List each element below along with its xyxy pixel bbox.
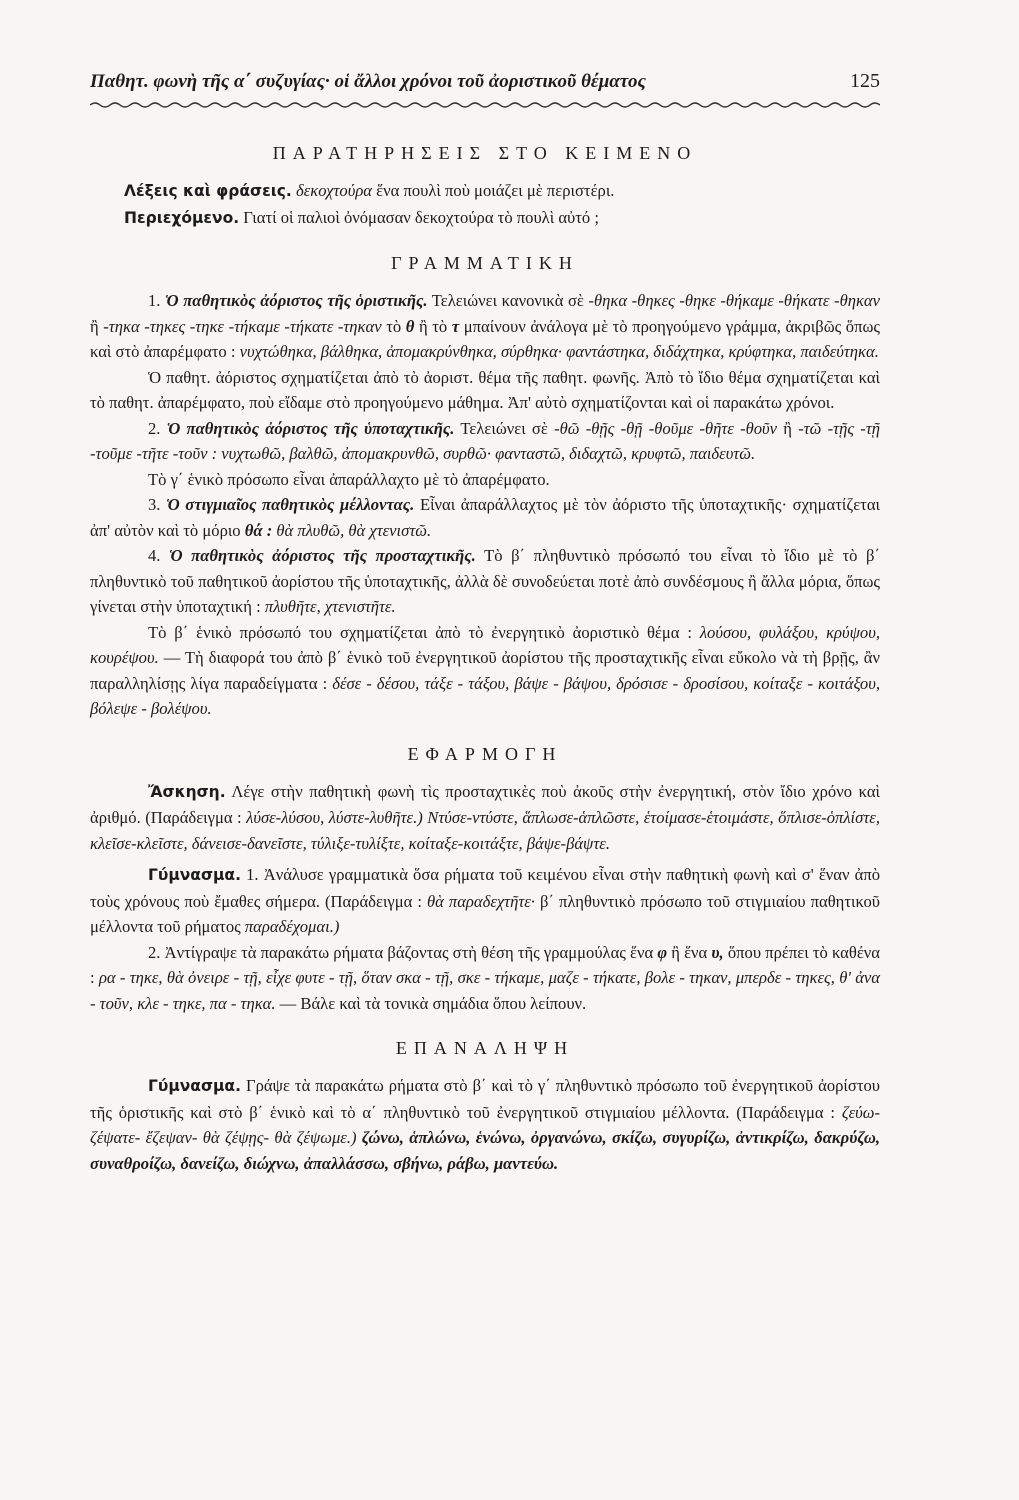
grammar-1-text-2: τὸ [386, 316, 402, 336]
grammar-2-title: Ὁ παθητικὸς ἀόριστος τῆς ὑποταχτικῆς. [166, 418, 455, 438]
grammar-1-examples: νυχτώθηκα, βάλθηκα, ἀπομακρύνθηκα, σύρθηκα· φαντάστηκα, διδάχτηκα, κρύφτηκα, παιδεύτηκα. [239, 342, 879, 361]
epanalipsi-example: ζεύω- ζέψατε- ἔζεψαν- θὰ ζέψῃς- θὰ ζέψωμε.) [90, 1102, 880, 1147]
grammar-4b-text-2: — Τὴ διαφορά του ἀπὸ β΄ ἑνικὸ τοῦ ἐνεργητικοῦ ἀορίστου τῆς προσταχτικῆς εἶναι εὔκολο νὰ τὴ βρῇς, ἂν παραλληλίσῃς λίγα παραδείγματα : [90, 648, 881, 693]
grammar-1-theta: θ [405, 316, 415, 336]
periexomeno-label: Περιεχόμενο. [124, 208, 240, 227]
grammar-2-number: 2. [148, 418, 161, 438]
grammar-3-title: Ὁ στιγμιαῖος παθητικὸς μέλλοντας. [166, 495, 415, 514]
grammar-2-examples: νυχτωθῶ, βαλθῶ, ἀπομακρυνθῶ, συρθῶ· φανταστῶ, διδαχτῶ, κρυφτῶ, παιδευτῶ. [221, 444, 756, 463]
gymnasma-1-example: θὰ παραδεχτῆτε· [427, 891, 535, 911]
grammar-4-text: Τὸ β΄ πληθυντικὸ πρόσωπό του εἶναι τὸ ἴδιο μὲ τὸ β΄ πληθυντικὸ τοῦ παθητικοῦ ἀορίστου τῆς ὑποταχτικῆς, ἀλλὰ δὲ συνοδεύεται ποτὲ ἀπὸ συνδέσμους ἢ ἄλλα μόρια, ὅπως γίνεται στὴν ὑποταχτική : [90, 546, 880, 616]
gymnasma-1-label: Γύμνασμα. [148, 866, 241, 884]
grammar-3-number: 3. [148, 495, 161, 514]
page-number: 125 [850, 70, 880, 92]
paragraph-grammar-2b: Τὸ γ΄ ἑνικὸ πρόσωπο εἶναι ἀπαράλλαχτο μὲ τὸ ἀπαρέμφατο. [148, 469, 550, 489]
epanalipsi-list: ζώνω, ἁπλώνω, ἑνώνω, ὀργανώνω, σκίζω, συγυρίζω, ἀντικρίζω, δακρύζω, συναθροίζω, δανείζω, διώχνω, ἀπαλλάσσω, σβήνω, ράβω, μαντεύω. [90, 1128, 880, 1173]
paragraph-gymnasma-2 [90, 940, 880, 1017]
grammar-4-title: Ὁ παθητικὸς ἀόριστος τῆς προσταχτικῆς. [169, 546, 476, 565]
paragraph-gymnasma-1 [90, 862, 880, 940]
gymnasma-2-text-2: ὅπου πρέπει τὸ καθένα : [90, 942, 880, 987]
paragraph-grammar-1b: Ὁ παθητ. ἀόριστος σχηματίζεται ἀπὸ τὸ ἀοριστ. θέμα τῆς παθητ. φωνῆς. Ἀπὸ τὸ ἴδιο θέμα σχηματίζεται καὶ τὸ παθητ. ἀπαρέμφατο, ποὺ εἴδαμε στὸ προηγούμενο μάθημα. Ἀπ' αὐτὸ σχηματίζονται καὶ οἱ παρακάτω χρόνοι. [90, 367, 880, 412]
paragraph-periexomeno [90, 205, 880, 232]
grammar-1-number: 1. [148, 291, 161, 310]
grammar-3-text: Εἶναι ἀπαράλλαχτος μὲ τὸν ἀόριστο τῆς ὑποταχτικῆς· σχηματίζεται ἀπ' αὐτὸν καὶ τὸ μόριο [90, 495, 880, 540]
grammar-1-or-2: ἢ τὸ [418, 316, 448, 336]
grammar-1-or: ἢ [90, 316, 99, 336]
askisi-example: λύσε-λύσου, λύστε-λυθῆτε.) [246, 808, 423, 827]
grammar-1-text-3: μπαίνουν ἀνάλογα μὲ τὸ προηγούμενο γράμμα, ἀκριβῶς ὅπως καὶ στὸ ἀπαρέμφατο : [90, 316, 880, 361]
wavy-rule [90, 101, 880, 109]
grammar-1-tau: τ [451, 316, 460, 336]
paragraph-grammar-3 [90, 492, 880, 543]
grammar-4b-text: Τὸ β΄ ἑνικὸ πρόσωπό του σχηματίζεται ἀπὸ τὸ ἐνεργητικὸ ἀοριστικὸ θέμα : [148, 622, 692, 642]
grammar-3-examples: θὰ πλυθῶ, θὰ χτενιστῶ. [276, 520, 432, 540]
lexeis-text: ἕνα πουλὶ ποὺ μοιάζει μὲ περιστέρι. [376, 181, 615, 200]
grammar-4-number: 4. [148, 546, 161, 565]
gymnasma-2-ups: υ, [711, 942, 724, 962]
epanalipsi-text: Γράψε τὰ παρακάτω ρήματα στὸ β΄ καὶ τὸ γ΄ πληθυντικὸ πρόσωπο τοῦ ἐνεργητικοῦ ἀορίστου τῆς ὁριστικῆς καὶ στὸ β΄ ἑνικὸ καὶ τὸ α΄ πληθυντικὸ τοῦ ἐνεργητικοῦ στιγμιαίου μέλλοντα. (Παράδειγμα : [90, 1076, 880, 1122]
gymnasma-1-text: Ἀνάλυσε γραμματικὰ ὅσα ρήματα τοῦ κειμένου εἶναι στὴν παθητικὴ φωνὴ καὶ σ' ἕναν ἀπὸ τοὺς χρόνους ποὺ ἔμαθες σήμερα. (Παράδειγμα : [90, 865, 880, 911]
gymnasma-2-number: 2. [148, 942, 161, 962]
grammar-4-examples: πλυθῆτε, χτενιστῆτε. [264, 597, 396, 616]
gymnasma-2-text-3: — Βάλε καὶ τὰ τονικὰ σημάδια ὅπου λείπουν. [279, 993, 587, 1013]
grammar-4b-examples: λούσου, φυλάξου, κρύψου, κουρέψου. [90, 622, 880, 667]
section-heading-epanalipsi: ΕΠΑΝΑΛΗΨΗ [395, 1038, 575, 1058]
grammar-2-endings: -θῶ -θῇς -θῇ -θοῦμε -θῆτε -θοῦν [554, 418, 778, 438]
grammar-4b-examples-2: δέσε - δέσου, τάξε - τάξου, βάψε - βάψου, δρόσισε - δροσίσου, κοίταξε - κοιτάξου, βόλεψε - βολέψου. [90, 673, 880, 718]
askisi-list: Ντύσε-ντύστε, ἅπλωσε-ἁπλῶστε, ἑτοίμασε-ἑτοιμάστε, ὅπλισε-ὁπλίστε, κλεῖσε-κλεῖστε, δάνεισε-δανεῖστε, τύλιξε-τυλίξτε, κοίταξε-κοιτάξτε, βάψε-βάψτε. [90, 808, 880, 853]
gymnasma-2-list: ρα - τηκε, θὰ ὀνειρε - τῇ, εἶχε φυτε - τῇ, ὅταν σκα - τῇ, σκε - τήκαμε, μαζε - τήκατε, βολε - τηκαν, μπερδε - τηκες, θ' ἀνα - τοῦν, κλε - τηκε, πα - τηκα. [90, 968, 881, 1013]
gymnasma-2-phi: φ [657, 942, 668, 962]
lexeis-label: Λέξεις καὶ φράσεις. [124, 182, 292, 200]
running-header [90, 70, 880, 101]
section-heading-grammatiki: ΓΡΑΜΜΑΤΙΚΗ [391, 253, 579, 273]
grammar-2-text: Τελειώνει σὲ [460, 418, 548, 438]
paragraph-grammar-4b [90, 620, 880, 722]
document-page [90, 70, 880, 1176]
paragraph-lexeis [90, 178, 880, 205]
lexeis-word: δεκοχτούρα [295, 181, 372, 200]
grammar-3-tha: θά : [244, 520, 273, 540]
askisi-text: Λέγε στὴν παθητικὴ φωνὴ τὶς προσταχτικὲς ποὺ ἀκοῦς στὴν ἐνεργητική, στὸν ἴδιο χρόνο καὶ ἀριθμό. (Παράδειγμα : [90, 781, 881, 827]
askisi-label: Ἄσκηση. [148, 782, 226, 801]
paragraph-grammar-1 [90, 288, 880, 365]
grammar-1-title: Ὁ παθητικὸς ἀόριστος τῆς ὁριστικῆς. [165, 291, 428, 310]
section-heading-efarmogi: ΕΦΑΡΜΟΓΗ [407, 743, 563, 764]
grammar-1-text: Τελειώνει κανονικὰ σὲ [431, 291, 584, 310]
gymnasma-2-text: Ἀντίγραψε τὰ παρακάτω ρήματα βάζοντας στὴ θέση τῆς γραμμούλας ἕνα [164, 942, 654, 962]
grammar-2-or: ἢ [783, 418, 792, 438]
gymnasma-2-or: ἢ ἕνα [671, 942, 708, 962]
paragraph-epanalipsi [90, 1073, 880, 1176]
section-heading-paratiriseis: ΠΑΡΑΤΗΡΗΣΕΙΣ ΣΤΟ ΚΕΙΜΕΝΟ [272, 143, 698, 163]
epanalipsi-label: Γύμνασμα. [148, 1077, 241, 1095]
paragraph-grammar-4 [90, 543, 880, 620]
grammar-2-endings-2: -τῶ -τῇς -τῇ -τοῦμε -τῆτε -τοῦν : [90, 418, 881, 463]
paragraph-askisi [90, 779, 880, 857]
grammar-1-endings-2: -τηκα -τηκες -τηκε -τήκαμε -τήκατε -τηκαν [103, 316, 382, 336]
gymnasma-1-verb: παραδέχομαι.) [244, 917, 340, 936]
grammar-1-endings: -θηκα -θηκες -θηκε -θήκαμε -θήκατε -θηκαν [588, 291, 880, 310]
periexomeno-text: Γιατί οἱ παλιοὶ ὀνόμασαν δεκοχτούρα τὸ πουλὶ αὐτό ; [243, 207, 599, 227]
gymnasma-1-text-2: β΄ πληθυντικὸ πρόσωπο τοῦ στιγμιαίου παθητικοῦ μέλλοντα τοῦ ρήματος [90, 891, 880, 936]
gymnasma-1-number: 1. [246, 865, 259, 884]
paragraph-grammar-2 [90, 416, 880, 467]
header-title: Παθητ. φωνὴ τῆς α΄ συζυγίας· οἱ ἄλλοι χρόνοι τοῦ ἀοριστικοῦ θέματος [90, 71, 646, 92]
